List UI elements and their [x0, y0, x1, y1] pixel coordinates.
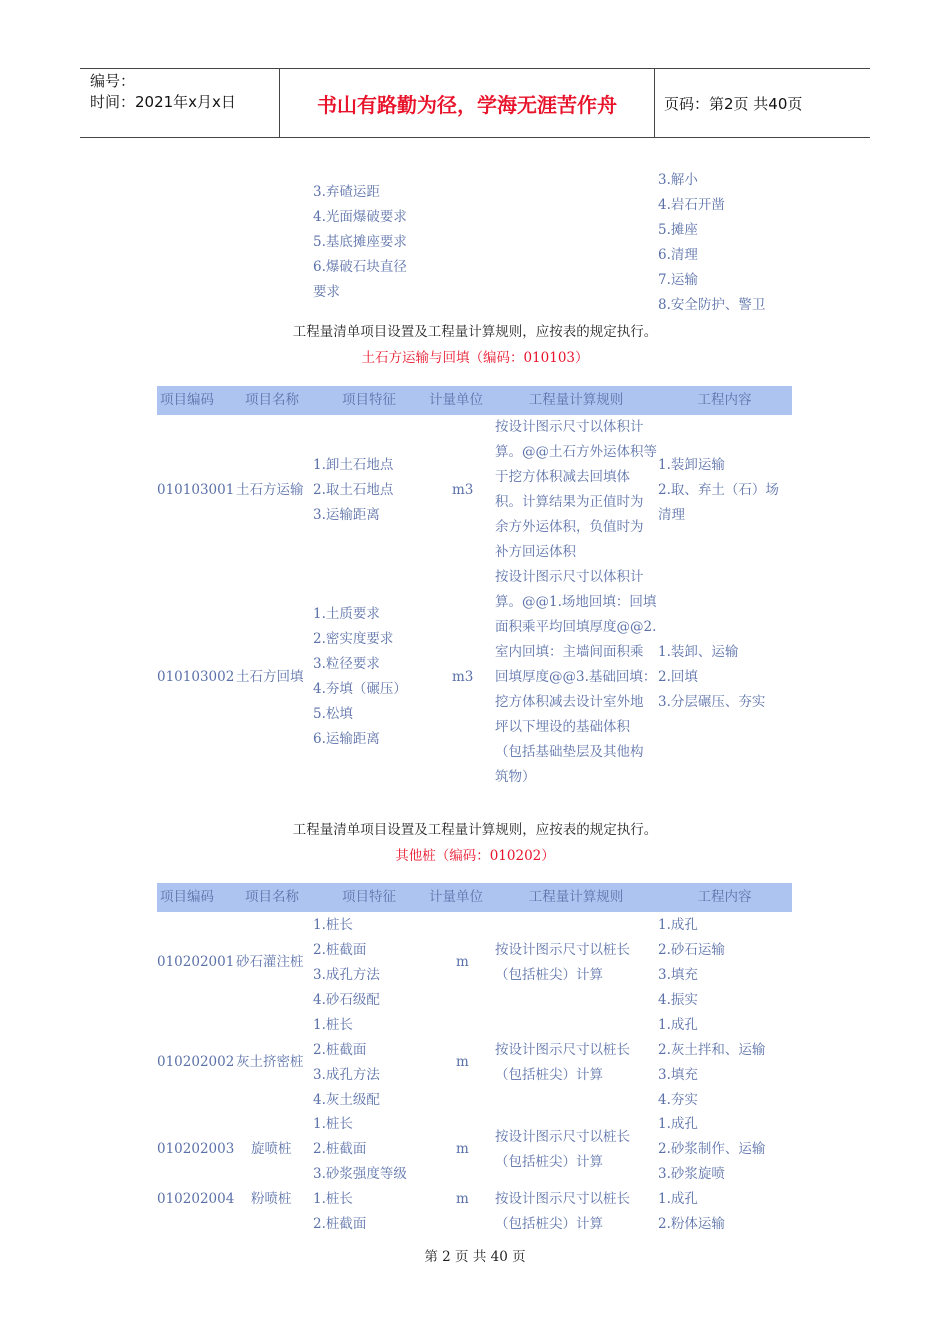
feature-item: 2.桩截面 [313, 1216, 367, 1232]
row-unit: m [456, 1191, 469, 1207]
content-item: 1.装卸运输 [658, 457, 725, 473]
feature-item: 3.砂浆强度等级 [313, 1166, 407, 1182]
th-content: 工程内容 [697, 889, 752, 905]
row-features [313, 1187, 366, 1237]
top-features-list [313, 180, 407, 305]
content-item: 2.灰土拌和、运输 [658, 1042, 766, 1058]
feature-item: 1.卸土石地点 [313, 457, 394, 473]
row-code: 010202002 [157, 1054, 235, 1070]
feature-item: 1.桩长 [313, 917, 353, 933]
content-item: 1.成孔 [658, 1017, 698, 1033]
content-item: 2.砂石运输 [658, 942, 725, 958]
row-unit: m3 [452, 482, 474, 498]
rule-line: （包括桩尖）计算 [495, 1154, 603, 1170]
feature-item: 2.桩截面 [313, 1042, 367, 1058]
content-item: 清理 [658, 507, 685, 523]
row-content [658, 1187, 725, 1237]
th-feature: 项目特征 [342, 889, 396, 905]
feature-item: 4.灰土级配 [313, 1092, 380, 1108]
rule-line: 室内回填：主墙间面积乘 [495, 644, 644, 660]
content-item: 1.装卸、运输 [658, 644, 739, 660]
row-rule [495, 415, 657, 565]
rule-line: 面积乘平均回填厚度@@2. [495, 619, 657, 635]
feature-item: 3.成孔方法 [313, 1067, 380, 1083]
list-item: 7.运输 [658, 272, 698, 288]
feature-item: 1.土质要求 [313, 606, 380, 622]
content-item: 3.砂浆旋喷 [658, 1166, 725, 1182]
list-item: 3.弃碴运距 [313, 184, 380, 200]
th-feature: 项目特征 [342, 392, 396, 408]
section1-note: 工程量清单项目设置及工程量计算规则，应按表的规定执行。 [292, 324, 658, 340]
row-rule [495, 1125, 630, 1175]
feature-item: 2.密实度要求 [313, 631, 394, 647]
row-code: 010202003 [157, 1141, 235, 1157]
list-item: 4.光面爆破要求 [313, 209, 407, 225]
row-name: 土石方回填 [236, 669, 304, 685]
top-contents-list [658, 168, 765, 318]
rule-line: （包括基础垫层及其他构 [495, 744, 644, 760]
row-features [313, 913, 380, 1013]
feature-item: 5.松填 [313, 706, 353, 722]
feature-item: 3.成孔方法 [313, 967, 380, 983]
row-content [658, 640, 765, 715]
rule-line: 挖方体积减去设计室外地 [495, 694, 644, 710]
rule-line: 按设计图示尺寸以桩长 [495, 1042, 630, 1058]
list-item: 6.清理 [658, 247, 698, 263]
content-item: 2.取、弃土（石）场 [658, 482, 779, 498]
th-rule: 工程量计算规则 [528, 889, 624, 905]
list-item: 4.岩石开凿 [658, 197, 725, 213]
row-content [658, 1112, 765, 1187]
rule-line: （包括桩尖）计算 [495, 1067, 603, 1083]
row-rule [495, 938, 630, 988]
section2-title: 其他桩（编码：010202） [395, 848, 555, 864]
list-item: 要求 [313, 284, 340, 300]
rule-line: 算。@@1.场地回填：回填 [495, 594, 657, 610]
th-rule: 工程量计算规则 [528, 392, 624, 408]
rule-line: 按设计图示尺寸以桩长 [495, 1129, 630, 1145]
rule-line: 于挖方体积减去回填体 [495, 469, 630, 485]
row-name: 土石方运输 [236, 482, 304, 498]
feature-item: 2.取土石地点 [313, 482, 394, 498]
list-item: 5.摊座 [658, 222, 698, 238]
header-page-label: 页码：第2页 共40页 [664, 94, 803, 113]
rule-line: 按设计图示尺寸以桩长 [495, 942, 630, 958]
feature-item: 2.桩截面 [313, 1141, 367, 1157]
th-content: 工程内容 [697, 392, 752, 408]
rule-line: （包括桩尖）计算 [495, 967, 603, 983]
feature-item: 1.桩长 [313, 1191, 353, 1207]
section1-title: 土石方运输与回填（编码：010103） [361, 350, 589, 366]
row-name: 灰土挤密桩 [236, 1054, 304, 1070]
rule-line: 积。计算结果为正值时为 [495, 494, 644, 510]
content-item: 2.回填 [658, 669, 698, 685]
feature-item: 6.运输距离 [313, 731, 380, 747]
feature-item: 3.粒径要求 [313, 656, 380, 672]
date-label: 时间：2021年x月x日 [90, 93, 236, 111]
list-item: 8.安全防护、警卫 [658, 297, 766, 313]
rule-line: 按设计图示尺寸以桩长 [495, 1191, 630, 1207]
row-unit: m [456, 954, 469, 970]
rule-line: 回填厚度@@3.基础回填： [495, 669, 657, 685]
rule-line: 筑物） [495, 769, 536, 785]
th-code: 项目编码 [160, 392, 214, 408]
row-code: 010202004 [157, 1191, 235, 1207]
row-name: 砂石灌注桩 [236, 954, 304, 970]
section2-note: 工程量清单项目设置及工程量计算规则，应按表的规定执行。 [292, 822, 658, 838]
rule-line: （包括桩尖）计算 [495, 1216, 603, 1232]
content-item: 4.夯实 [658, 1092, 698, 1108]
content-item: 3.分层碾压、夯实 [658, 694, 766, 710]
th-name: 项目名称 [245, 392, 299, 408]
th-name: 项目名称 [245, 889, 299, 905]
row-features [313, 1112, 407, 1187]
row-features [313, 453, 393, 528]
content-item: 3.填充 [658, 1067, 698, 1083]
number-label: 编号： [90, 72, 136, 90]
row-content [658, 1013, 765, 1113]
page-footer: 第 2 页 共 40 页 [424, 1249, 526, 1265]
row-name: 粉喷桩 [251, 1191, 292, 1207]
row-code: 010202001 [157, 954, 235, 970]
row-rule [495, 1187, 630, 1237]
content-item: 4.振实 [658, 992, 698, 1008]
row-content [658, 913, 725, 1013]
rule-line: 余方外运体积，负值时为 [495, 519, 644, 535]
feature-item: 3.运输距离 [313, 507, 380, 523]
section1-table-header [157, 386, 792, 415]
th-code: 项目编码 [160, 889, 214, 905]
list-item: 3.解小 [658, 172, 698, 188]
content-item: 1.成孔 [658, 1116, 698, 1132]
row-content [658, 453, 779, 528]
feature-item: 1.桩长 [313, 1017, 353, 1033]
row-features [313, 1013, 380, 1113]
content-item: 1.成孔 [658, 917, 698, 933]
header-meta [80, 69, 280, 137]
list-item: 6.爆破石块直径 [313, 259, 407, 275]
row-rule [495, 1038, 630, 1088]
feature-item: 1.桩长 [313, 1116, 353, 1132]
header-motto: 书山有路勤为径，学海无涯苦作舟 [280, 69, 655, 137]
document-header [80, 68, 870, 138]
content-item: 2.粉体运输 [658, 1216, 725, 1232]
rule-line: 算。@@土石方外运体积等 [495, 444, 657, 460]
th-unit: 计量单位 [429, 889, 483, 905]
content-item: 1.成孔 [658, 1191, 698, 1207]
th-unit: 计量单位 [429, 392, 483, 408]
rule-line: 按设计图示尺寸以体积计 [495, 569, 644, 585]
row-unit: m [456, 1054, 469, 1070]
row-features [313, 602, 407, 752]
content-item: 2.砂浆制作、运输 [658, 1141, 766, 1157]
feature-item: 2.桩截面 [313, 942, 367, 958]
row-unit: m3 [452, 669, 474, 685]
feature-item: 4.夯填（碾压） [313, 681, 407, 697]
list-item: 5.基底摊座要求 [313, 234, 407, 250]
row-name: 旋喷桩 [251, 1141, 292, 1157]
row-code: 010103001 [157, 482, 235, 498]
row-unit: m [456, 1141, 469, 1157]
rule-line: 按设计图示尺寸以体积计 [495, 419, 644, 435]
row-code: 010103002 [157, 669, 235, 685]
content-item: 3.填充 [658, 967, 698, 983]
row-rule [495, 565, 656, 790]
rule-line: 补方回运体积 [495, 544, 576, 560]
rule-line: 坪以下埋设的基础体积 [495, 719, 630, 735]
feature-item: 4.砂石级配 [313, 992, 380, 1008]
section2-table-header [157, 883, 792, 912]
